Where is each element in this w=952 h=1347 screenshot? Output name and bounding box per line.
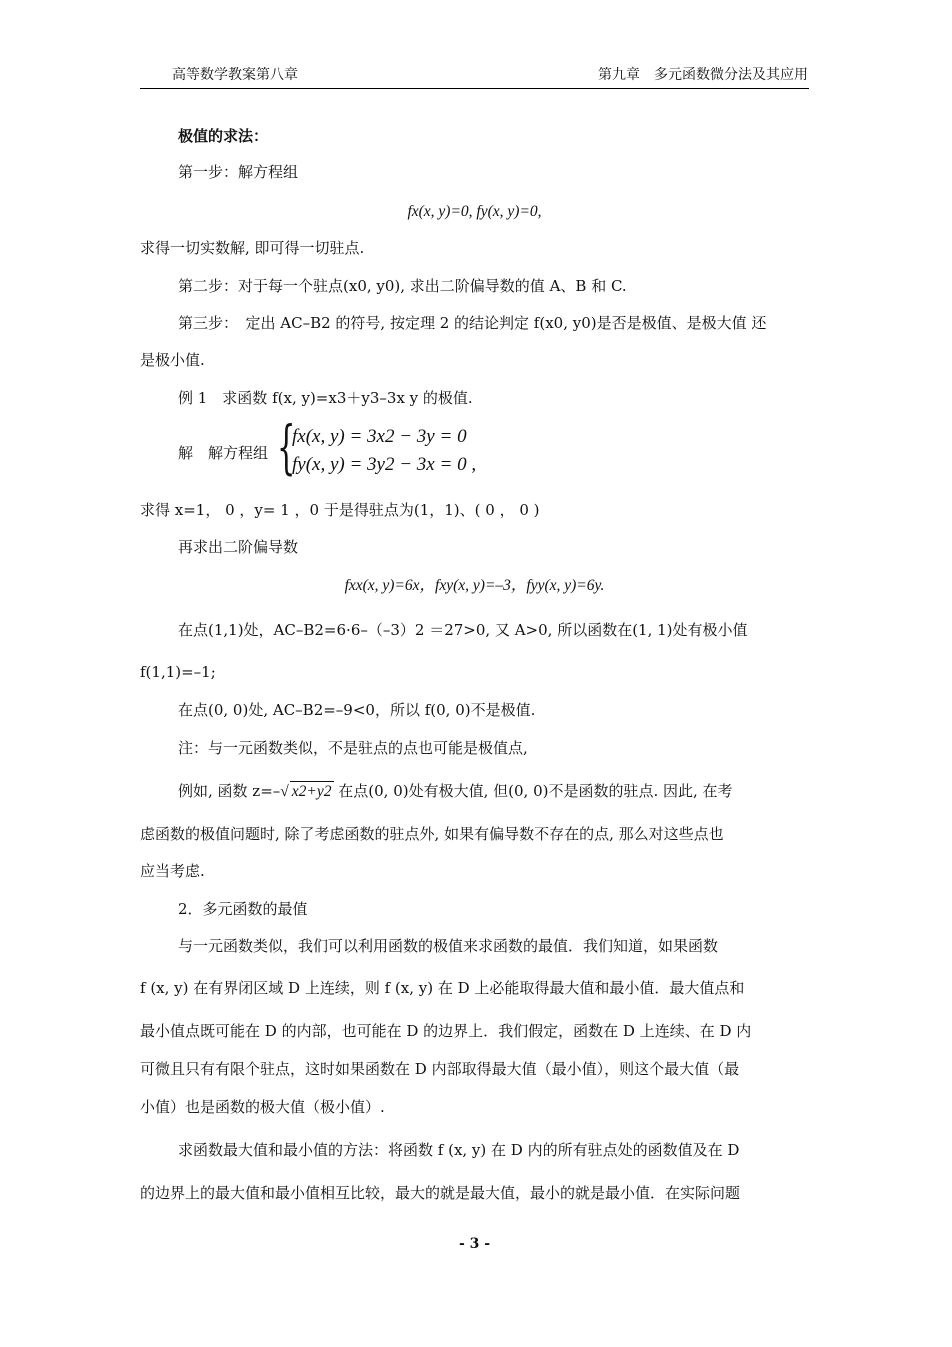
brace-symbol: { — [277, 413, 296, 481]
second-derivatives: fxx(x, y)=6x，fxy(x, y)=–3，fyy(x, y)=6y. — [344, 577, 605, 594]
paragraph-line: 在点(1,1)处，AC–B2=6·6–（–3）2 ＝27>0, 又 A>0, 所以函数在(1, 1)处有极小值 — [178, 621, 748, 639]
paragraph-line: 与一元函数类似，我们可以利用函数的极值来求函数的最值．我们知道，如果函数 — [178, 937, 719, 955]
example-title: 例 1 求函数 f(x, y)=x3＋y3–3x y 的极值. — [178, 389, 473, 407]
equation-fx: fx(x, y) = 3x2 − 3y = 0 — [292, 426, 467, 447]
sqrt-content: x2+y2 — [291, 783, 332, 800]
paragraph-line: 求得 x=1， 0 ，y= 1 ，0 于是得驻点为(1，1)、( 0 ， 0 ) — [140, 501, 540, 519]
sqrt-symbol: √ — [280, 783, 289, 800]
paragraph-line: f(1,1)=–1; — [140, 663, 216, 681]
paragraph-line: 虑函数的极值问题时, 除了考虑函数的驻点外, 如果有偏导数不存在的点, 那么对这些点也 — [140, 825, 724, 843]
paragraph-line: 在点(0, 0)处, AC–B2=–9<0，所以 f(0, 0)不是极值. — [178, 701, 536, 719]
example-text-a: 例如, 函数 z=– — [178, 782, 281, 800]
paragraph-line: 应当考虑. — [140, 862, 205, 880]
step-two: 第二步：对于每一个驻点(x0, y0), 求出二阶偏导数的值 A、B 和 C. — [178, 277, 627, 295]
paragraph-line: f (x, y) 在有界闭区域 D 上连续，则 f (x, y) 在 D 上必能取得最大值和最小值．最大值点和 — [140, 979, 745, 997]
paragraph-line: 最小值点既可能在 D 的内部，也可能在 D 的边界上．我们假定，函数在 D 上连续、在 D 内 — [140, 1022, 752, 1040]
example-text-b: 在点(0, 0)处有极大值, 但(0, 0)不是函数的驻点. 因此, 在考 — [333, 782, 733, 800]
subsection-heading: 2．多元函数的最值 — [178, 900, 308, 918]
page-number: - 3 - — [458, 1236, 491, 1252]
note-line: 注：与一元函数类似，不是驻点的点也可能是极值点, — [178, 739, 528, 757]
header-left: 高等数学教案第八章 — [172, 67, 298, 83]
step-three: 第三步： 定出 AC–B2 的符号, 按定理 2 的结论判定 f(x0, y0)是否是极值、是极大值 还 — [178, 314, 767, 332]
paragraph-line: 可微且只有有限个驻点，这时如果函数在 D 内部取得最大值（最小值），则这个最大值（最 — [140, 1060, 740, 1078]
header-rule — [140, 88, 809, 89]
step-one: 第一步：解方程组 — [178, 163, 299, 181]
paragraph-line: 小值）也是函数的极大值（极小值）. — [140, 1098, 385, 1116]
header-right: 第九章 多元函数微分法及其应用 — [598, 67, 808, 83]
paragraph-line: 求得一切实数解, 即可得一切驻点. — [140, 239, 365, 257]
paragraph-line: 再求出二阶偏导数 — [178, 538, 299, 556]
section-heading: 极值的求法： — [178, 127, 269, 145]
equation-system: fx(x, y)=0, fy(x, y)=0, — [407, 203, 542, 220]
paragraph-line: 是极小值. — [140, 351, 205, 369]
example-line — [178, 781, 733, 802]
equation-fy: fy(x, y) = 3y2 − 3x = 0 , — [292, 454, 477, 475]
paragraph-line: 求函数最大值和最小值的方法：将函数 f (x, y) 在 D 内的所有驻点处的函数值及在 D — [178, 1141, 740, 1159]
paragraph-line: 的边界上的最大值和最小值相互比较，最大的就是最大值，最小的就是最小值．在实际问题 — [140, 1184, 741, 1202]
solution-label: 解 解方程组 — [178, 444, 269, 462]
